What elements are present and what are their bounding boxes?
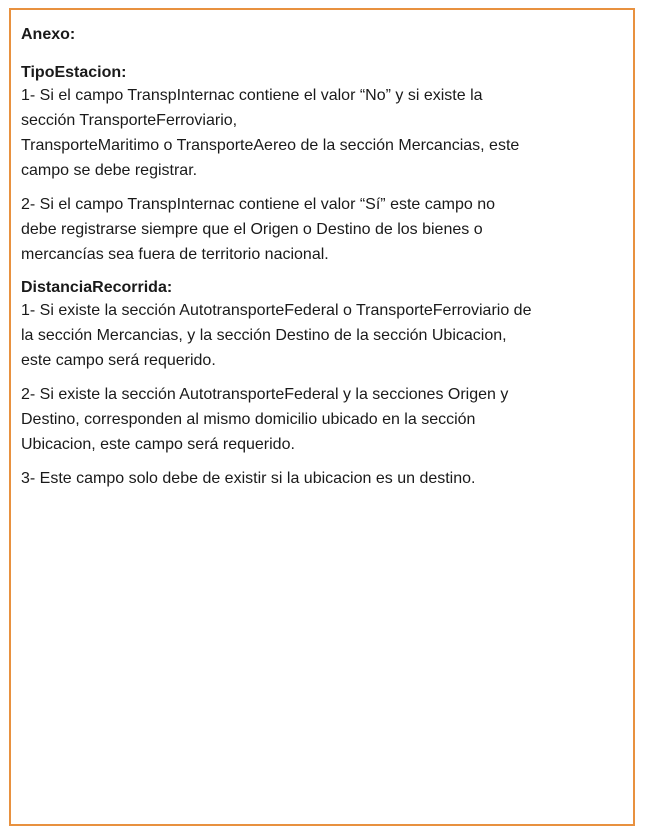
text-line: mercancías sea fuera de territorio nacional. bbox=[21, 246, 329, 263]
annex-title: Anexo: bbox=[21, 26, 76, 43]
paragraph bbox=[21, 83, 623, 183]
text-line: la sección Mercancias, y la sección Destino de la sección Ubicacion, bbox=[21, 327, 507, 344]
text-line: 2- Si existe la sección AutotransporteFederal y la secciones Origen y bbox=[21, 386, 509, 403]
annex-box bbox=[9, 8, 635, 826]
text-line: Ubicacion, este campo será requerido. bbox=[21, 436, 295, 453]
text-line: 2- Si el campo TranspInternac contiene el valor “Sí” este campo no bbox=[21, 196, 496, 213]
paragraph bbox=[21, 466, 623, 491]
section-title: TipoEstacion: bbox=[21, 64, 127, 81]
paragraph bbox=[21, 298, 623, 373]
text-line: TransporteMaritimo o TransporteAereo de la sección Mercancias, este bbox=[21, 137, 520, 154]
section-title: DistanciaRecorrida: bbox=[21, 279, 173, 296]
text-line: sección TransporteFerroviario, bbox=[21, 112, 238, 129]
section-distancia-recorrida bbox=[21, 278, 623, 491]
text-line: este campo será requerido. bbox=[21, 352, 216, 369]
text-line: 1- Si existe la sección AutotransporteFederal o TransporteFerroviario de bbox=[21, 302, 532, 319]
text-line: campo se debe registrar. bbox=[21, 162, 198, 179]
paragraph bbox=[21, 382, 623, 457]
section-tipo-estacion bbox=[21, 63, 623, 267]
text-line: 3- Este campo solo debe de existir si la ubicacion es un destino. bbox=[21, 470, 476, 487]
paragraph bbox=[21, 192, 623, 267]
text-line: debe registrarse siempre que el Origen o Destino de los bienes o bbox=[21, 221, 483, 238]
text-line: 1- Si el campo TranspInternac contiene el valor “No” y si existe la bbox=[21, 87, 483, 104]
text-line: Destino, corresponden al mismo domicilio ubicado en la sección bbox=[21, 411, 476, 428]
